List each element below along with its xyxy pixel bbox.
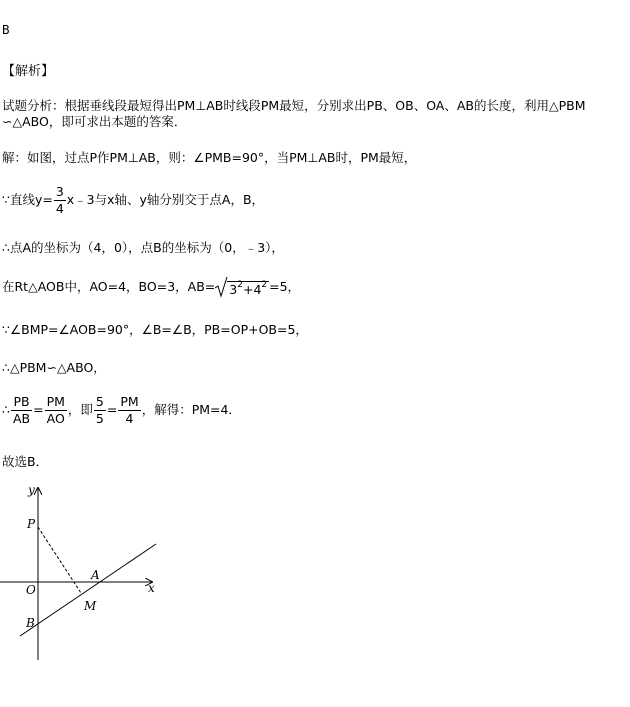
analysis-line-1: 试题分析：根据垂线段最短得出PM⊥AB时线段PM最短，分别求出PB、OB、OA、AB的长度，利用△PBM: [2, 98, 586, 113]
rt-exp1: 2: [237, 280, 243, 290]
line-ab: [20, 544, 156, 636]
x-axis-label: x: [148, 581, 155, 595]
frac-den: 5: [95, 411, 104, 426]
y-axis-label: y: [28, 483, 35, 497]
rt-exp2: 2: [261, 280, 268, 290]
rt-base1: 3: [229, 282, 238, 297]
rt-base2: 4: [253, 282, 262, 297]
fraction-pb-ab: [11, 394, 32, 427]
rt-pre: 在Rt△AOB中，AO=4，BO=3，AB=: [2, 279, 216, 294]
equals-sign: =: [106, 402, 118, 417]
frac-den: 4: [125, 411, 134, 426]
segment-pm: [38, 527, 81, 593]
frac-num: PB: [11, 394, 32, 411]
point-m-label: M: [84, 599, 97, 613]
ratio-line: [2, 394, 241, 427]
rt-plus: +: [242, 282, 254, 297]
equals-sign: =: [33, 402, 44, 417]
line-eq-post: x﹣3与x轴、y轴分别交于点A，B，: [66, 192, 265, 207]
coordinate-figure: [0, 478, 200, 668]
ratio-pre: ∴: [2, 402, 10, 417]
rt-post: =5，: [269, 279, 301, 294]
fraction-pm-4: [118, 394, 140, 427]
frac-num: PM: [120, 394, 139, 409]
point-b-label: B: [26, 616, 35, 630]
line-eq-pre: ∵直线y=: [2, 192, 53, 207]
ratio-post: ，解得：PM=4．: [141, 402, 241, 417]
origin-label: O: [26, 583, 36, 597]
point-p-label: P: [27, 517, 36, 531]
frac-num: 3: [55, 184, 64, 199]
conclusion-line: 故选B．: [2, 454, 49, 469]
fraction-pm-ao: [45, 394, 67, 427]
analysis-line-2: ∽△ABO，即可求出本题的答案．: [2, 114, 187, 129]
answer-letter: B: [2, 22, 10, 37]
frac-num: PM: [46, 394, 65, 409]
frac-den: 4: [55, 201, 64, 216]
point-a-label: A: [91, 568, 100, 582]
solution-intro: 解：如图，过点P作PM⊥AB，则：∠PMB=90°，当PM⊥AB时，PM最短，: [2, 150, 417, 165]
radical-sign-icon: [215, 276, 228, 298]
sqrt-expression: [215, 276, 269, 299]
frac-num: 5: [95, 394, 104, 409]
ratio-mid: ，即: [67, 402, 93, 417]
frac-den: AO: [46, 411, 65, 426]
angles-line: ∵∠BMP=∠AOB=90°，∠B=∠B，PB=OP+OB=5，: [2, 322, 308, 337]
rt-triangle-line: [2, 276, 300, 299]
fraction-5-5: [94, 394, 106, 427]
frac-den: AB: [12, 411, 31, 426]
section-title: 【解析】: [2, 64, 55, 79]
coords-line: ∴点A的坐标为（4，0），点B的坐标为（0，﹣3），: [2, 240, 284, 255]
similar-line: ∴△PBM∽△ABO，: [2, 360, 106, 375]
fraction-three-quarters: [54, 184, 66, 217]
line-equation: [2, 184, 264, 217]
